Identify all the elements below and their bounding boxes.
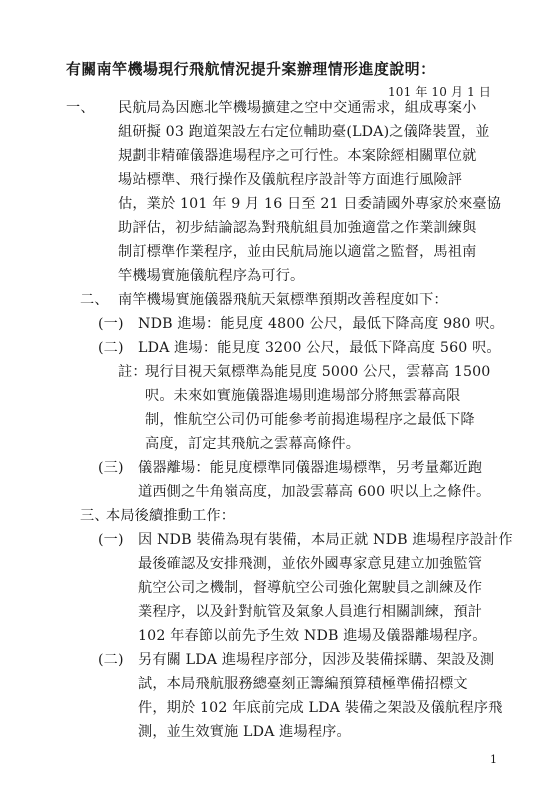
section-2-item-3-label: (三) [98,460,124,476]
note-line: 現行目視天氣標準為能見度 5000 公尺，雲幕高 1500 [145,364,491,380]
section-3-item-1-line: 因 NDB 裝備為現有裝備，本局正就 NDB 進場程序設計作 [138,532,513,548]
section-3-item-2-line: 試，本局飛航服務總臺刻正籌編預算積極準備招標文 [138,676,468,692]
note-line: 高度，訂定其飛航之雲幕高條件。 [145,436,361,452]
section-3-item-1-line: 102 年春節以前先予生效 NDB 進場及儀器離場程序。 [138,628,487,644]
section-1-line: 規劃非精確儀器進場程序之可行性。本案除經相關單位就 [118,148,477,164]
section-1-line: 制訂標準作業程序，並由民航局施以適當之監督，馬祖南 [118,244,477,260]
section-3-heading: 本局後續推動工作： [106,508,236,524]
section-2-heading: 南竿機場實施儀器飛航天氣標準預期改善程度如下： [118,292,448,308]
section-3-item-1-line: 最後確認及安排飛測，並依外國專家意見建立加強監管 [138,556,483,572]
section-1-line: 民航局為因應北竿機場擴建之空中交通需求，組成專案小 [118,100,477,116]
section-2-item-1-text: NDB 進場：能見度 4800 公尺，最低下降高度 980 呎。 [138,316,504,332]
note-line: 制，惟航空公司仍可能參考前揭進場程序之最低下降 [145,412,475,428]
section-2-number: 二、 [80,292,109,308]
section-1-line: 助評估，初步結論認為對飛航組員加強適當之作業訓練與 [118,220,477,236]
page-number: 1 [490,753,498,766]
section-2-item-2-text: LDA 進場：能見度 3200 公尺，最低下降高度 560 呎。 [138,340,501,356]
section-2-item-3-line: 道西側之牛角嶺高度，加設雲幕高 600 呎以上之條件。 [138,484,491,500]
section-1-line: 場站標準、飛行操作及儀航程序設計等方面進行風險評 [118,172,463,188]
section-3-item-1-line: 航空公司之機制，督導航空公司強化駕駛員之訓練及作 [138,580,483,596]
section-1-line: 估，業於 101 年 9 月 16 日至 21 日委請國外專家於來臺協 [118,196,502,212]
section-1-line: 組研擬 03 跑道架設左右定位輔助臺(LDA)之儀降裝置，並 [118,124,490,140]
section-3-number: 三、 [80,508,109,524]
section-1-number: 一、 [66,100,95,116]
section-2-item-3-line: 儀器離場：能見度標準同儀器進場標準，另考量鄰近跑 [138,460,483,476]
note-label: 註： [118,364,147,380]
section-3-item-1-line: 業程序，以及針對航管及氣象人員進行相關訓練，預計 [138,604,483,620]
section-2-item-1-label: (一) [98,316,124,332]
section-3-item-2-line: 另有關 LDA 進場程序部分，因涉及裝備採購、架設及測 [138,652,495,668]
section-3-item-2-label: (二) [98,652,124,668]
section-3-item-1-label: (一) [98,532,124,548]
document-title: 有關南竿機場現行飛航情況提升案辦理情形進度說明： [66,61,436,78]
section-1-line: 竿機場實施儀航程序為可行。 [118,268,305,284]
note-line: 呎。未來如實施儀器進場則進場部分將無雲幕高限 [145,388,461,404]
section-2-item-2-label: (二) [98,340,124,356]
section-3-item-2-line: 件，期於 102 年底前完成 LDA 裝備之架設及儀航程序飛 [138,700,503,716]
document-date: 101 年 10 月 1 日 [388,85,491,99]
section-3-item-2-line: 測，並生效實施 LDA 進場程序。 [138,724,351,740]
